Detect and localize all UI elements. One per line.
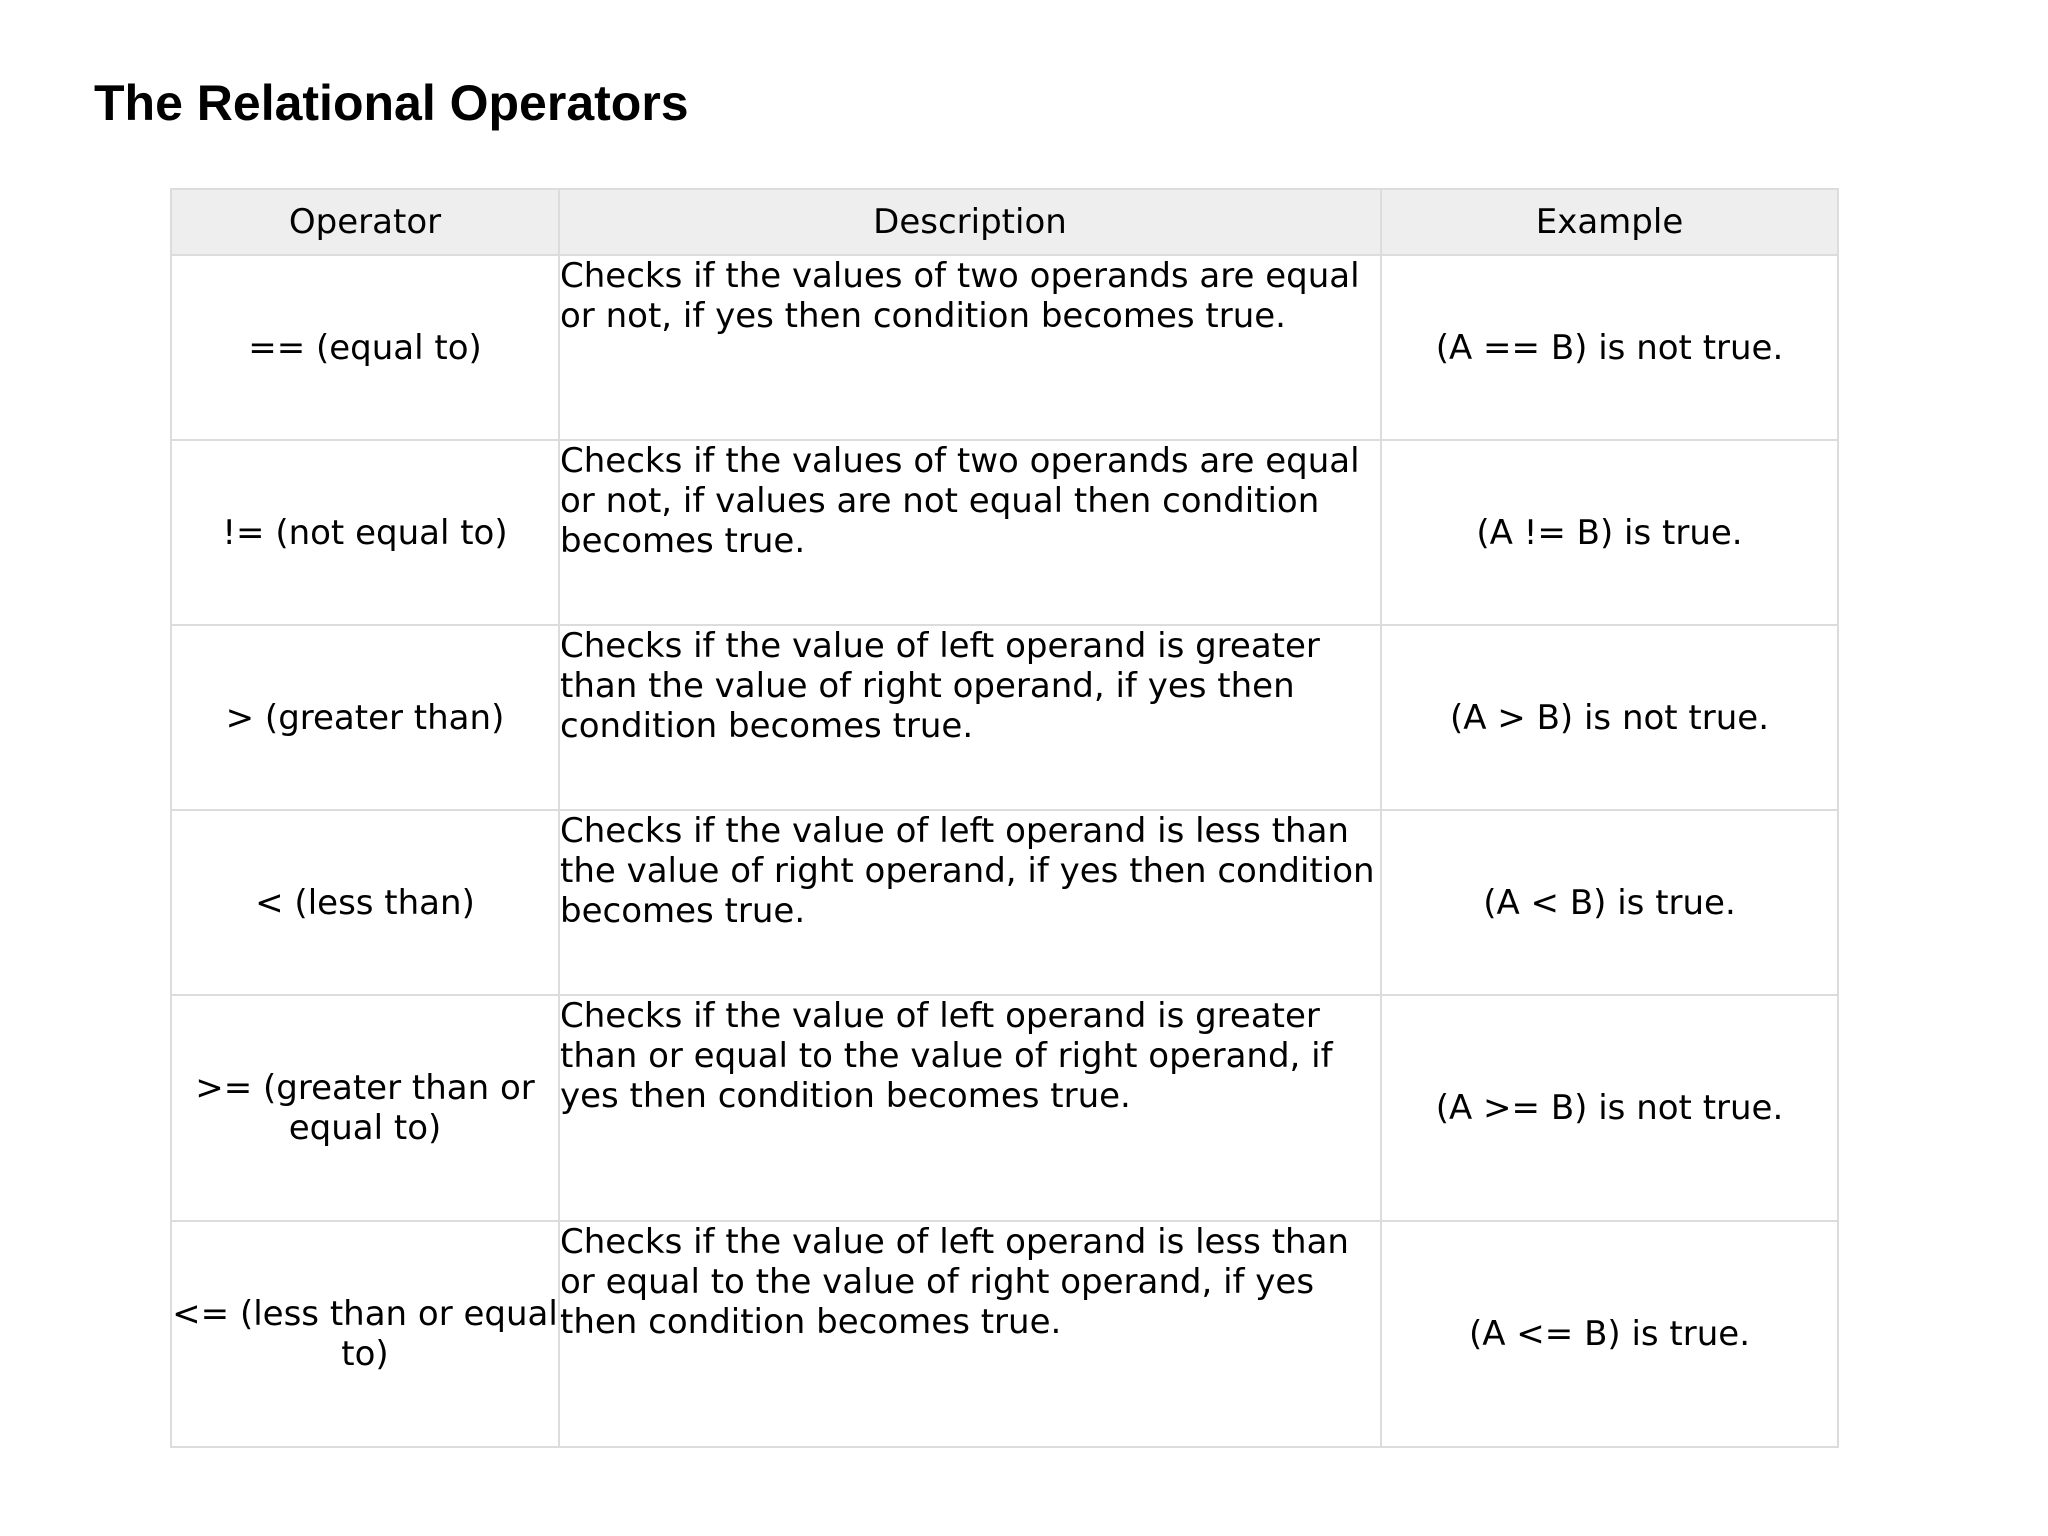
page-title: The Relational Operators: [94, 75, 689, 131]
operator-cell: > (greater than): [171, 625, 559, 810]
example-cell: (A >= B) is not true.: [1381, 995, 1838, 1221]
table-body: [171, 255, 1838, 1447]
example-cell: (A > B) is not true.: [1381, 625, 1838, 810]
description-cell: Checks if the values of two operands are equal or not, if yes then condition becomes true.: [559, 255, 1381, 440]
operator-cell: >= (greater than or equal to): [171, 995, 559, 1221]
table-row: [171, 625, 1838, 810]
operator-cell: <= (less than or equal to): [171, 1221, 559, 1447]
table-row: [171, 810, 1838, 995]
description-cell: Checks if the value of left operand is less than the value of right operand, if yes then condition becomes true.: [559, 810, 1381, 995]
description-cell: Checks if the value of left operand is less than or equal to the value of right operand, if yes then condition becomes true.: [559, 1221, 1381, 1447]
header-description: Description: [559, 189, 1381, 255]
example-cell: (A != B) is true.: [1381, 440, 1838, 625]
header-row: [171, 189, 1838, 255]
example-cell: (A == B) is not true.: [1381, 255, 1838, 440]
example-cell: (A <= B) is true.: [1381, 1221, 1838, 1447]
header-example: Example: [1381, 189, 1838, 255]
table-row: [171, 440, 1838, 625]
header-operator: Operator: [171, 189, 559, 255]
operator-cell: < (less than): [171, 810, 559, 995]
description-cell: Checks if the value of left operand is greater than or equal to the value of right operand, if yes then condition becomes true.: [559, 995, 1381, 1221]
description-cell: Checks if the value of left operand is greater than the value of right operand, if yes then condition becomes true.: [559, 625, 1381, 810]
relational-operators-table: [170, 188, 1839, 1448]
table-row: [171, 1221, 1838, 1447]
table-row: [171, 255, 1838, 440]
table-header: [171, 189, 1838, 255]
table-row: [171, 995, 1838, 1221]
description-cell: Checks if the values of two operands are equal or not, if values are not equal then condition becomes true.: [559, 440, 1381, 625]
operator-cell: != (not equal to): [171, 440, 559, 625]
operator-cell: == (equal to): [171, 255, 559, 440]
example-cell: (A < B) is true.: [1381, 810, 1838, 995]
